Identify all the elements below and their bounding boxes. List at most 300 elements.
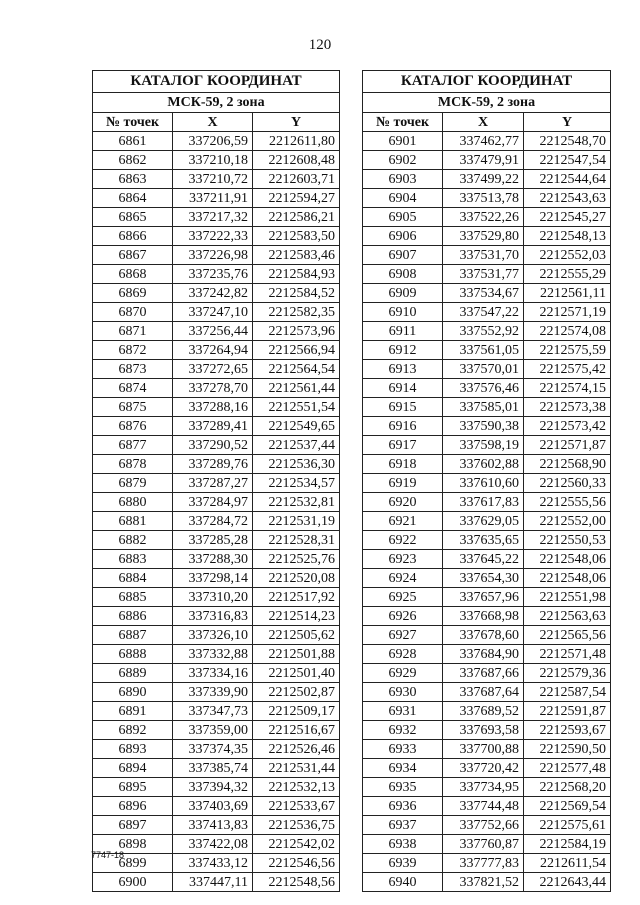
coordinate-catalog-table-right bbox=[362, 70, 611, 892]
point-number-cell: 6876 bbox=[93, 417, 173, 436]
x-coordinate-cell: 337210,18 bbox=[173, 151, 253, 170]
point-number-cell: 6895 bbox=[93, 778, 173, 797]
point-number-cell: 6888 bbox=[93, 645, 173, 664]
y-coordinate-cell: 2212551,98 bbox=[524, 588, 611, 607]
table-row bbox=[93, 151, 340, 170]
y-coordinate-cell: 2212561,11 bbox=[524, 284, 611, 303]
point-number-cell: 6899 bbox=[93, 854, 173, 873]
point-number-cell: 6900 bbox=[93, 873, 173, 892]
point-number-cell: 6886 bbox=[93, 607, 173, 626]
point-number-cell: 6907 bbox=[363, 246, 443, 265]
x-coordinate-cell: 337334,16 bbox=[173, 664, 253, 683]
y-coordinate-cell: 2212546,56 bbox=[253, 854, 340, 873]
table-row bbox=[93, 512, 340, 531]
y-coordinate-cell: 2212566,94 bbox=[253, 341, 340, 360]
point-number-cell: 6865 bbox=[93, 208, 173, 227]
y-coordinate-cell: 2212565,56 bbox=[524, 626, 611, 645]
table-row bbox=[363, 493, 611, 512]
point-number-cell: 6905 bbox=[363, 208, 443, 227]
x-coordinate-cell: 337210,72 bbox=[173, 170, 253, 189]
point-number-cell: 6877 bbox=[93, 436, 173, 455]
point-number-cell: 6896 bbox=[93, 797, 173, 816]
x-coordinate-cell: 337222,33 bbox=[173, 227, 253, 246]
y-coordinate-cell: 2212583,46 bbox=[253, 246, 340, 265]
y-coordinate-cell: 2212569,54 bbox=[524, 797, 611, 816]
point-number-cell: 6910 bbox=[363, 303, 443, 322]
x-coordinate-cell: 337289,76 bbox=[173, 455, 253, 474]
table-row bbox=[363, 265, 611, 284]
table-row bbox=[93, 550, 340, 569]
y-coordinate-cell: 2212560,33 bbox=[524, 474, 611, 493]
x-coordinate-cell: 337687,66 bbox=[443, 664, 524, 683]
x-coordinate-cell: 337777,83 bbox=[443, 854, 524, 873]
y-coordinate-cell: 2212550,53 bbox=[524, 531, 611, 550]
x-coordinate-cell: 337734,95 bbox=[443, 778, 524, 797]
point-number-cell: 6926 bbox=[363, 607, 443, 626]
table-row bbox=[93, 873, 340, 892]
x-coordinate-cell: 337760,87 bbox=[443, 835, 524, 854]
y-coordinate-cell: 2212544,64 bbox=[524, 170, 611, 189]
table-row bbox=[363, 455, 611, 474]
point-number-cell: 6921 bbox=[363, 512, 443, 531]
y-coordinate-cell: 2212532,81 bbox=[253, 493, 340, 512]
point-number-cell: 6939 bbox=[363, 854, 443, 873]
y-coordinate-cell: 2212551,54 bbox=[253, 398, 340, 417]
table-row bbox=[93, 379, 340, 398]
x-coordinate-cell: 337284,72 bbox=[173, 512, 253, 531]
table-row bbox=[93, 189, 340, 208]
y-coordinate-cell: 2212533,67 bbox=[253, 797, 340, 816]
y-coordinate-cell: 2212502,87 bbox=[253, 683, 340, 702]
point-number-cell: 6868 bbox=[93, 265, 173, 284]
y-coordinate-cell: 2212575,61 bbox=[524, 816, 611, 835]
x-coordinate-cell: 337359,00 bbox=[173, 721, 253, 740]
catalog-title: КАТАЛОГ КООРДИНАТ bbox=[363, 71, 611, 93]
point-number-cell: 6885 bbox=[93, 588, 173, 607]
y-coordinate-cell: 2212552,00 bbox=[524, 512, 611, 531]
table-row bbox=[93, 740, 340, 759]
point-number-cell: 6903 bbox=[363, 170, 443, 189]
x-coordinate-cell: 337570,01 bbox=[443, 360, 524, 379]
x-coordinate-cell: 337700,88 bbox=[443, 740, 524, 759]
y-coordinate-cell: 2212594,27 bbox=[253, 189, 340, 208]
x-coordinate-cell: 337247,10 bbox=[173, 303, 253, 322]
x-coordinate-cell: 337687,64 bbox=[443, 683, 524, 702]
y-coordinate-cell: 2212549,65 bbox=[253, 417, 340, 436]
point-number-cell: 6923 bbox=[363, 550, 443, 569]
point-number-cell: 6892 bbox=[93, 721, 173, 740]
table-row bbox=[93, 854, 340, 873]
column-header-x: X bbox=[173, 113, 253, 132]
y-coordinate-cell: 2212571,19 bbox=[524, 303, 611, 322]
x-coordinate-cell: 337529,80 bbox=[443, 227, 524, 246]
y-coordinate-cell: 2212514,23 bbox=[253, 607, 340, 626]
point-number-cell: 6919 bbox=[363, 474, 443, 493]
table-row bbox=[93, 531, 340, 550]
x-coordinate-cell: 337256,44 bbox=[173, 322, 253, 341]
table-row bbox=[363, 664, 611, 683]
table-row bbox=[363, 151, 611, 170]
point-number-cell: 6929 bbox=[363, 664, 443, 683]
y-coordinate-cell: 2212568,90 bbox=[524, 455, 611, 474]
y-coordinate-cell: 2212563,63 bbox=[524, 607, 611, 626]
table-row bbox=[363, 341, 611, 360]
point-number-cell: 6913 bbox=[363, 360, 443, 379]
y-coordinate-cell: 2212643,44 bbox=[524, 873, 611, 892]
table-row bbox=[93, 835, 340, 854]
y-coordinate-cell: 2212531,44 bbox=[253, 759, 340, 778]
point-number-cell: 6890 bbox=[93, 683, 173, 702]
point-number-cell: 6861 bbox=[93, 132, 173, 151]
table-row bbox=[93, 474, 340, 493]
x-coordinate-cell: 337720,42 bbox=[443, 759, 524, 778]
point-number-cell: 6927 bbox=[363, 626, 443, 645]
y-coordinate-cell: 2212571,48 bbox=[524, 645, 611, 664]
table-row bbox=[363, 284, 611, 303]
table-row bbox=[93, 246, 340, 265]
table-row bbox=[93, 341, 340, 360]
x-coordinate-cell: 337576,46 bbox=[443, 379, 524, 398]
point-number-cell: 6928 bbox=[363, 645, 443, 664]
table-body bbox=[363, 132, 611, 892]
x-coordinate-cell: 337272,65 bbox=[173, 360, 253, 379]
point-number-cell: 6866 bbox=[93, 227, 173, 246]
y-coordinate-cell: 2212548,13 bbox=[524, 227, 611, 246]
table-row bbox=[363, 816, 611, 835]
x-coordinate-cell: 337689,52 bbox=[443, 702, 524, 721]
x-coordinate-cell: 337433,12 bbox=[173, 854, 253, 873]
point-number-cell: 6915 bbox=[363, 398, 443, 417]
table-row bbox=[363, 778, 611, 797]
coordinate-system-label: МСК-59, 2 зона bbox=[363, 93, 611, 113]
x-coordinate-cell: 337590,38 bbox=[443, 417, 524, 436]
y-coordinate-cell: 2212543,63 bbox=[524, 189, 611, 208]
x-coordinate-cell: 337479,91 bbox=[443, 151, 524, 170]
y-coordinate-cell: 2212564,54 bbox=[253, 360, 340, 379]
column-header-y: Y bbox=[524, 113, 611, 132]
table-row bbox=[363, 132, 611, 151]
x-coordinate-cell: 337654,30 bbox=[443, 569, 524, 588]
y-coordinate-cell: 2212579,36 bbox=[524, 664, 611, 683]
table-row bbox=[93, 645, 340, 664]
point-number-cell: 6887 bbox=[93, 626, 173, 645]
page-number: 120 bbox=[308, 37, 332, 53]
x-coordinate-cell: 337499,22 bbox=[443, 170, 524, 189]
x-coordinate-cell: 337513,78 bbox=[443, 189, 524, 208]
table-row bbox=[363, 246, 611, 265]
table-row bbox=[363, 835, 611, 854]
table-row bbox=[363, 189, 611, 208]
point-number-cell: 6937 bbox=[363, 816, 443, 835]
x-coordinate-cell: 337316,83 bbox=[173, 607, 253, 626]
table-row bbox=[93, 607, 340, 626]
point-number-cell: 6880 bbox=[93, 493, 173, 512]
point-number-cell: 6924 bbox=[363, 569, 443, 588]
y-coordinate-cell: 2212505,62 bbox=[253, 626, 340, 645]
table-row bbox=[363, 683, 611, 702]
point-number-cell: 6864 bbox=[93, 189, 173, 208]
point-number-cell: 6901 bbox=[363, 132, 443, 151]
x-coordinate-cell: 337211,91 bbox=[173, 189, 253, 208]
table-row bbox=[363, 550, 611, 569]
table-row bbox=[363, 569, 611, 588]
y-coordinate-cell: 2212536,75 bbox=[253, 816, 340, 835]
table-row bbox=[363, 417, 611, 436]
y-coordinate-cell: 2212571,87 bbox=[524, 436, 611, 455]
point-number-cell: 6862 bbox=[93, 151, 173, 170]
y-coordinate-cell: 2212545,27 bbox=[524, 208, 611, 227]
x-coordinate-cell: 337226,98 bbox=[173, 246, 253, 265]
x-coordinate-cell: 337552,92 bbox=[443, 322, 524, 341]
point-number-cell: 6872 bbox=[93, 341, 173, 360]
table-row bbox=[93, 360, 340, 379]
y-coordinate-cell: 2212548,06 bbox=[524, 550, 611, 569]
point-number-cell: 6904 bbox=[363, 189, 443, 208]
x-coordinate-cell: 337298,14 bbox=[173, 569, 253, 588]
point-number-cell: 6897 bbox=[93, 816, 173, 835]
y-coordinate-cell: 2212555,29 bbox=[524, 265, 611, 284]
x-coordinate-cell: 337413,83 bbox=[173, 816, 253, 835]
x-coordinate-cell: 337635,65 bbox=[443, 531, 524, 550]
x-coordinate-cell: 337242,82 bbox=[173, 284, 253, 303]
x-coordinate-cell: 337288,30 bbox=[173, 550, 253, 569]
x-coordinate-cell: 337264,94 bbox=[173, 341, 253, 360]
table-row bbox=[93, 436, 340, 455]
x-coordinate-cell: 337447,11 bbox=[173, 873, 253, 892]
point-number-cell: 6914 bbox=[363, 379, 443, 398]
y-coordinate-cell: 2212555,56 bbox=[524, 493, 611, 512]
y-coordinate-cell: 2212548,56 bbox=[253, 873, 340, 892]
x-coordinate-cell: 337821,52 bbox=[443, 873, 524, 892]
table-row bbox=[363, 436, 611, 455]
x-coordinate-cell: 337693,58 bbox=[443, 721, 524, 740]
table-row bbox=[363, 208, 611, 227]
y-coordinate-cell: 2212516,67 bbox=[253, 721, 340, 740]
y-coordinate-cell: 2212577,48 bbox=[524, 759, 611, 778]
table-row bbox=[363, 702, 611, 721]
y-coordinate-cell: 2212536,30 bbox=[253, 455, 340, 474]
x-coordinate-cell: 337422,08 bbox=[173, 835, 253, 854]
point-number-cell: 6936 bbox=[363, 797, 443, 816]
column-header-x: X bbox=[443, 113, 524, 132]
table-row bbox=[363, 227, 611, 246]
y-coordinate-cell: 2212532,13 bbox=[253, 778, 340, 797]
table-row bbox=[93, 170, 340, 189]
x-coordinate-cell: 337285,28 bbox=[173, 531, 253, 550]
x-coordinate-cell: 337645,22 bbox=[443, 550, 524, 569]
x-coordinate-cell: 337462,77 bbox=[443, 132, 524, 151]
table-row bbox=[363, 645, 611, 664]
point-number-cell: 6891 bbox=[93, 702, 173, 721]
point-number-cell: 6898 bbox=[93, 835, 173, 854]
x-coordinate-cell: 337284,97 bbox=[173, 493, 253, 512]
table-row bbox=[93, 265, 340, 284]
x-coordinate-cell: 337347,73 bbox=[173, 702, 253, 721]
x-coordinate-cell: 337534,67 bbox=[443, 284, 524, 303]
table-row bbox=[363, 626, 611, 645]
point-number-cell: 6902 bbox=[363, 151, 443, 170]
y-coordinate-cell: 2212573,38 bbox=[524, 398, 611, 417]
point-number-cell: 6879 bbox=[93, 474, 173, 493]
table-row bbox=[363, 474, 611, 493]
column-header-point-number: № точек bbox=[363, 113, 443, 132]
table-row bbox=[363, 512, 611, 531]
table-row bbox=[363, 854, 611, 873]
column-header-y: Y bbox=[253, 113, 340, 132]
table-body bbox=[93, 132, 340, 892]
column-header-point-number: № точек bbox=[93, 113, 173, 132]
y-coordinate-cell: 2212584,93 bbox=[253, 265, 340, 284]
table-row bbox=[363, 322, 611, 341]
x-coordinate-cell: 337310,20 bbox=[173, 588, 253, 607]
point-number-cell: 6933 bbox=[363, 740, 443, 759]
x-coordinate-cell: 337206,59 bbox=[173, 132, 253, 151]
point-number-cell: 6925 bbox=[363, 588, 443, 607]
x-coordinate-cell: 337585,01 bbox=[443, 398, 524, 417]
table-row bbox=[93, 721, 340, 740]
point-number-cell: 6922 bbox=[363, 531, 443, 550]
y-coordinate-cell: 2212501,40 bbox=[253, 664, 340, 683]
table-row bbox=[363, 873, 611, 892]
y-coordinate-cell: 2212593,67 bbox=[524, 721, 611, 740]
table-row bbox=[363, 740, 611, 759]
table-row bbox=[93, 227, 340, 246]
point-number-cell: 6908 bbox=[363, 265, 443, 284]
y-coordinate-cell: 2212587,54 bbox=[524, 683, 611, 702]
point-number-cell: 6873 bbox=[93, 360, 173, 379]
x-coordinate-cell: 337602,88 bbox=[443, 455, 524, 474]
table-row bbox=[93, 626, 340, 645]
x-coordinate-cell: 337403,69 bbox=[173, 797, 253, 816]
y-coordinate-cell: 2212586,21 bbox=[253, 208, 340, 227]
y-coordinate-cell: 2212575,42 bbox=[524, 360, 611, 379]
coordinate-catalog-table-left bbox=[92, 70, 340, 892]
table-row bbox=[93, 759, 340, 778]
x-coordinate-cell: 337326,10 bbox=[173, 626, 253, 645]
y-coordinate-cell: 2212542,02 bbox=[253, 835, 340, 854]
y-coordinate-cell: 2212590,50 bbox=[524, 740, 611, 759]
point-number-cell: 6881 bbox=[93, 512, 173, 531]
point-number-cell: 6889 bbox=[93, 664, 173, 683]
x-coordinate-cell: 337394,32 bbox=[173, 778, 253, 797]
y-coordinate-cell: 2212552,03 bbox=[524, 246, 611, 265]
x-coordinate-cell: 337617,83 bbox=[443, 493, 524, 512]
y-coordinate-cell: 2212611,80 bbox=[253, 132, 340, 151]
table-row bbox=[363, 607, 611, 626]
point-number-cell: 6870 bbox=[93, 303, 173, 322]
point-number-cell: 6906 bbox=[363, 227, 443, 246]
table-row bbox=[363, 531, 611, 550]
y-coordinate-cell: 2212548,06 bbox=[524, 569, 611, 588]
y-coordinate-cell: 2212573,96 bbox=[253, 322, 340, 341]
table-row bbox=[93, 455, 340, 474]
x-coordinate-cell: 337657,96 bbox=[443, 588, 524, 607]
x-coordinate-cell: 337287,27 bbox=[173, 474, 253, 493]
table-row bbox=[363, 721, 611, 740]
y-coordinate-cell: 2212526,46 bbox=[253, 740, 340, 759]
y-coordinate-cell: 2212611,54 bbox=[524, 854, 611, 873]
table-row bbox=[363, 360, 611, 379]
point-number-cell: 6920 bbox=[363, 493, 443, 512]
y-coordinate-cell: 2212582,35 bbox=[253, 303, 340, 322]
point-number-cell: 6916 bbox=[363, 417, 443, 436]
point-number-cell: 6894 bbox=[93, 759, 173, 778]
table-row bbox=[93, 778, 340, 797]
table-row bbox=[93, 816, 340, 835]
x-coordinate-cell: 337290,52 bbox=[173, 436, 253, 455]
x-coordinate-cell: 337744,48 bbox=[443, 797, 524, 816]
y-coordinate-cell: 2212525,76 bbox=[253, 550, 340, 569]
table-row bbox=[93, 664, 340, 683]
point-number-cell: 6909 bbox=[363, 284, 443, 303]
point-number-cell: 6932 bbox=[363, 721, 443, 740]
y-coordinate-cell: 2212584,19 bbox=[524, 835, 611, 854]
point-number-cell: 6931 bbox=[363, 702, 443, 721]
point-number-cell: 6874 bbox=[93, 379, 173, 398]
y-coordinate-cell: 2212575,59 bbox=[524, 341, 611, 360]
x-coordinate-cell: 337678,60 bbox=[443, 626, 524, 645]
y-coordinate-cell: 2212574,15 bbox=[524, 379, 611, 398]
x-coordinate-cell: 337332,88 bbox=[173, 645, 253, 664]
x-coordinate-cell: 337561,05 bbox=[443, 341, 524, 360]
point-number-cell: 6917 bbox=[363, 436, 443, 455]
table-row bbox=[93, 493, 340, 512]
point-number-cell: 6938 bbox=[363, 835, 443, 854]
x-coordinate-cell: 337684,90 bbox=[443, 645, 524, 664]
point-number-cell: 6878 bbox=[93, 455, 173, 474]
table-row bbox=[93, 303, 340, 322]
y-coordinate-cell: 2212574,08 bbox=[524, 322, 611, 341]
y-coordinate-cell: 2212568,20 bbox=[524, 778, 611, 797]
y-coordinate-cell: 2212561,44 bbox=[253, 379, 340, 398]
table-row bbox=[363, 303, 611, 322]
coordinate-system-label: МСК-59, 2 зона bbox=[93, 93, 340, 113]
y-coordinate-cell: 2212603,71 bbox=[253, 170, 340, 189]
point-number-cell: 6935 bbox=[363, 778, 443, 797]
point-number-cell: 6883 bbox=[93, 550, 173, 569]
point-number-cell: 6882 bbox=[93, 531, 173, 550]
table-row bbox=[93, 683, 340, 702]
table-row bbox=[93, 702, 340, 721]
x-coordinate-cell: 337385,74 bbox=[173, 759, 253, 778]
point-number-cell: 6940 bbox=[363, 873, 443, 892]
point-number-cell: 6875 bbox=[93, 398, 173, 417]
y-coordinate-cell: 2212528,31 bbox=[253, 531, 340, 550]
table-row bbox=[93, 398, 340, 417]
x-coordinate-cell: 337235,76 bbox=[173, 265, 253, 284]
y-coordinate-cell: 2212584,52 bbox=[253, 284, 340, 303]
y-coordinate-cell: 2212517,92 bbox=[253, 588, 340, 607]
y-coordinate-cell: 2212608,48 bbox=[253, 151, 340, 170]
x-coordinate-cell: 337531,70 bbox=[443, 246, 524, 265]
x-coordinate-cell: 337752,66 bbox=[443, 816, 524, 835]
table-row bbox=[93, 322, 340, 341]
table-row bbox=[363, 379, 611, 398]
x-coordinate-cell: 337598,19 bbox=[443, 436, 524, 455]
y-coordinate-cell: 2212520,08 bbox=[253, 569, 340, 588]
point-number-cell: 6912 bbox=[363, 341, 443, 360]
catalog-title: КАТАЛОГ КООРДИНАТ bbox=[93, 71, 340, 93]
table-row bbox=[363, 398, 611, 417]
table-row bbox=[93, 284, 340, 303]
table-row bbox=[363, 588, 611, 607]
table-row bbox=[363, 759, 611, 778]
table-row bbox=[93, 569, 340, 588]
table-row bbox=[363, 170, 611, 189]
point-number-cell: 6867 bbox=[93, 246, 173, 265]
point-number-cell: 6930 bbox=[363, 683, 443, 702]
x-coordinate-cell: 337289,41 bbox=[173, 417, 253, 436]
